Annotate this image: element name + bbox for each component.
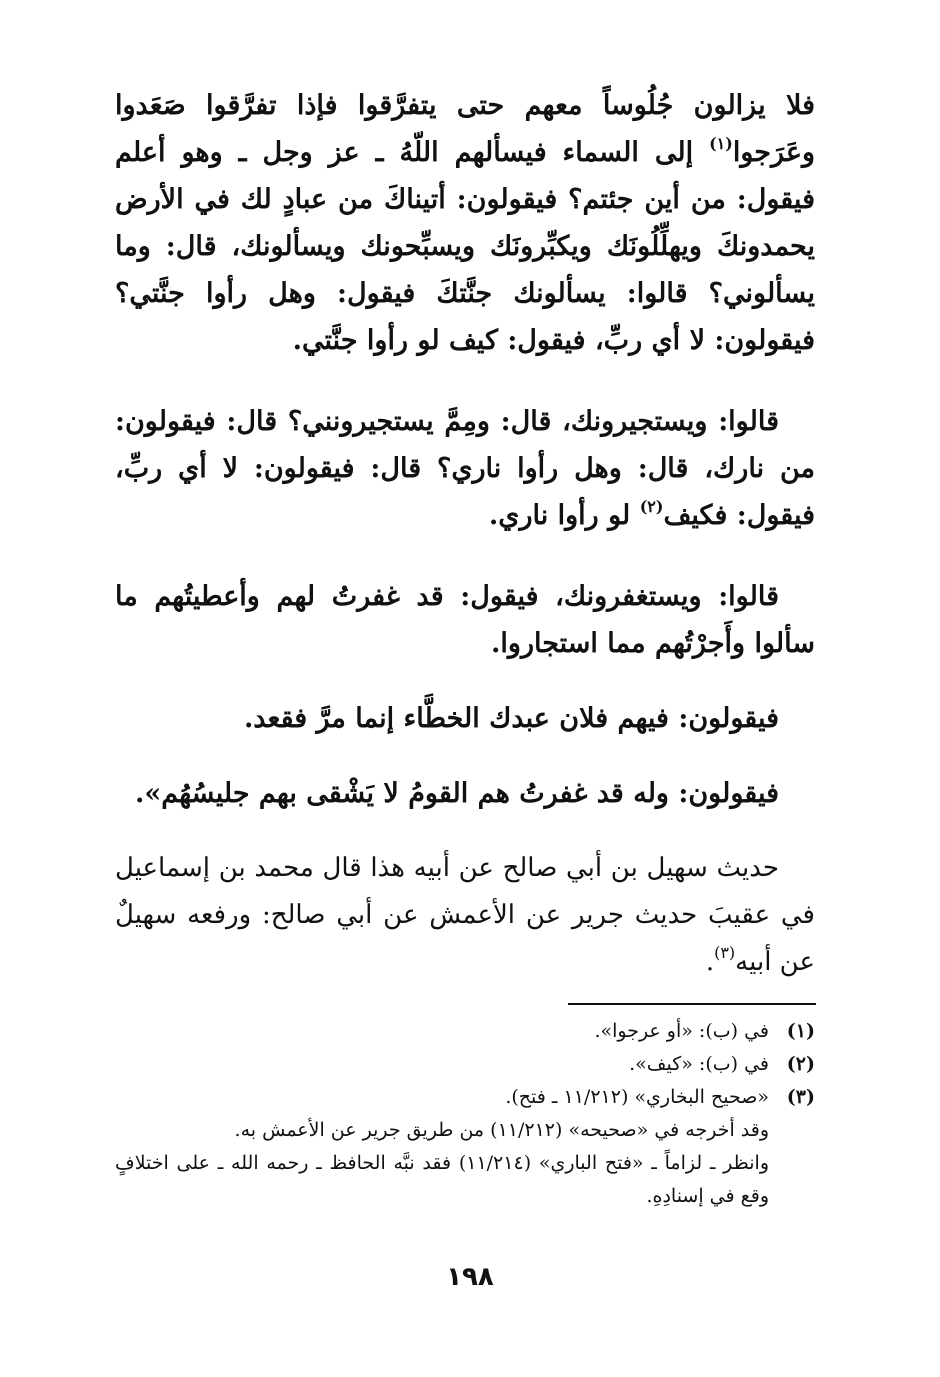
paragraph-1-text: فلا يزالون جُلُوساً معهم حتى يتفرَّقوا فإذا تفرَّقوا صَعَدوا وعَرَجوا (115, 90, 815, 168)
paragraph-5: فيقولون: وله قد غفرتُ هم القومُ لا يَشْقى بهم جليسُهُم». (134, 778, 779, 809)
footnote-ref-3: (٣) (714, 943, 736, 962)
footnote-number: (١) (786, 1020, 815, 1042)
footnote-text: «صحيح البخاري» (١١/٢١٢ ـ فتح). (505, 1086, 769, 1108)
footnote-text: في (ب): «أو عرجوا». (594, 1020, 769, 1042)
footnote-3 (115, 1081, 815, 1114)
paragraph-3: قالوا: ويستغفرونك، فيقول: قد غفرتُ لهم وأعطيتُهم ما سألوا وأَجرْتُهم مما استجاروا. (115, 581, 815, 659)
footnote-text: في (ب): «كيف». (629, 1053, 769, 1075)
footnote-2 (115, 1048, 815, 1081)
footnotes (115, 1015, 815, 1213)
paragraph-1-rest: إلى السماء فيسألهم اللّهُ ـ عز وجل ـ وهو أعلم فيقول: من أين جئتم؟ فيقولون: أتيناكَ من عبادٍ لك في الأرض يحمدونكَ ويهلِّلُونَك ويكبِّرونَك ويسبِّحونك ويسألونك، قال: وما يسألوني؟ قالوا: يسألونك جنَّتكَ فيقول: وهل رأوا جنَّتي؟ فيقولون: لا أي ربِّ، فيقول: كيف لو رأوا جنَّتي. (115, 137, 815, 356)
footnote-3-continuation-2: وانظر ـ لزاماً ـ «فتح الباري» (١١/٢١٤) فقد نبَّه الحافظ ـ رحمه الله ـ على اختلافٍ وقع في إسنادِهِ. (115, 1152, 769, 1207)
footnote-3-continuation-1: وقد أخرجه في «صحيحه» (١١/٢١٢) من طريق جرير عن الأعمش به. (234, 1119, 769, 1141)
paragraph-4: فيقولون: فيهم فلان عبدك الخطَّاء إنما مرَّ فقعد. (243, 703, 779, 734)
paragraph-2-rest: لو رأوا ناري. (488, 500, 640, 531)
footnote-ref-2: (٢) (639, 497, 664, 516)
footnote-number: (٢) (786, 1053, 815, 1075)
paragraph-1 (115, 82, 815, 364)
footnote-number: (٣) (786, 1086, 815, 1108)
main-text (115, 82, 815, 986)
paragraph-2-text: قالوا: ويستجيرونك، قال: ومِمَّ يستجيرونني؟ قال: فيقولون: من نارك، قال: وهل رأوا ناري؟ قال: فيقولون: لا أي ربِّ، فيقول: فكيف (115, 406, 815, 531)
paragraph-2 (115, 398, 815, 539)
paragraph-6 (115, 845, 815, 986)
footnote-ref-1: (١) (709, 134, 733, 153)
paragraph-6-rest: . (705, 947, 715, 977)
page-number: ١٩٨ (446, 1262, 494, 1292)
footnote-divider (568, 1003, 816, 1005)
footnote-1 (115, 1015, 815, 1048)
paragraph-6-text: حديث سهيل بن أبي صالح عن أبيه هذا قال محمد بن إسماعيل في عقيبَ حديث جرير عن الأعمش عن أبي صالح: ورفعه سهيلٌ عن أبيه (115, 853, 815, 977)
